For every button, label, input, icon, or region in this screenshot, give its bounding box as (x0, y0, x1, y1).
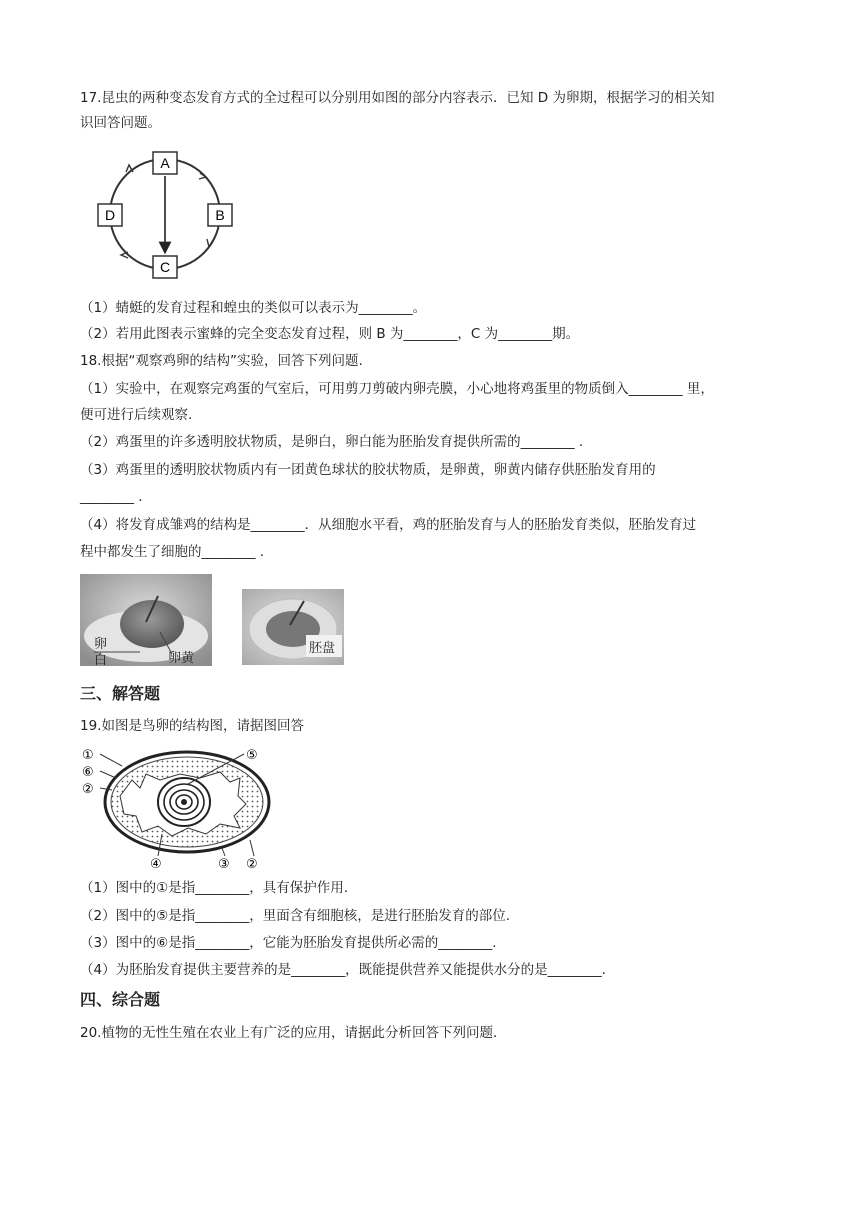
stage-label-b: B (215, 207, 225, 223)
q18-sub1-line1: （1）实验中，在观察完鸡蛋的气室后，可用剪刀剪破内卵壳膜，小心地将鸡蛋里的物质倒入________ 里， (80, 381, 714, 397)
q19-subquestion-4: （4）为胚胎发育提供主要营养的是________，既能提供营养又能提供水分的是________. (80, 962, 606, 978)
bird-egg-structure-diagram (80, 744, 280, 870)
egg-label-3: ③ (218, 857, 230, 870)
germinal-disc-photo (242, 589, 344, 665)
q17-stem-line1: 17.昆虫的两种变态发育方式的全过程可以分别用如图的部分内容表示．已知 D 为卵期，根据学习的相关知 (80, 90, 715, 106)
q17-stem-line2: 识回答问题。 (80, 115, 161, 131)
section-3-title: 三、解答题 (80, 684, 161, 703)
stage-box-a (153, 152, 177, 174)
stage-label-d: D (104, 207, 116, 223)
stage-box-c (153, 256, 177, 278)
egg-white-label-bottom: 白 (94, 653, 108, 666)
q19-stem: 19.如图是鸟卵的结构图，请据图回答 (80, 718, 304, 734)
yolk-label: 卵黄 (168, 651, 195, 666)
q18-sub3-line1: （3）鸡蛋里的透明胶状物质内有一团黄色球状的胶状物质，是卵黄，卵黄内储存供胚胎发育用的 (80, 462, 656, 478)
egg-white-label-top: 卵 (94, 637, 108, 652)
q20-stem: 20.植物的无性生殖在农业上有广泛的应用，请据此分析回答下列问题. (80, 1025, 498, 1041)
q18-sub1-line2: 便可进行后续观察. (80, 407, 193, 423)
egg-label-2-left: ② (82, 782, 94, 797)
stage-box-d (98, 204, 122, 226)
q17-subquestion-1: （1）蜻蜓的发育过程和蝗虫的类似可以表示为________。 (80, 300, 427, 316)
q18-sub4-line2: 程中都发生了细胞的________ . (80, 544, 265, 560)
q18-sub4-line1: （4）将发育成雏鸡的结构是________．从细胞水平看，鸡的胚胎发育与人的胚胎发育类似，胚胎发育过 (80, 517, 697, 533)
q19-subquestion-3: （3）图中的⑥是指________，它能为胚胎发育提供所必需的________. (80, 935, 497, 951)
germinal-disc-label: 胚盘 (309, 641, 336, 656)
egg-label-4: ④ (150, 857, 162, 870)
q18-stem: 18.根据“观察鸡卵的结构”实验，回答下列问题. (80, 353, 363, 369)
q18-sub3-line2: ________ . (80, 489, 143, 505)
egg-label-6: ⑥ (82, 765, 94, 780)
egg-label-5: ⑤ (246, 748, 258, 763)
egg-label-2-right: ② (246, 857, 258, 870)
section-4-title: 四、综合题 (80, 990, 161, 1009)
stage-label-c: C (159, 259, 171, 275)
q19-subquestion-1: （1）图中的①是指________，具有保护作用. (80, 880, 348, 896)
q19-subquestion-2: （2）图中的⑤是指________，里面含有细胞核，是进行胚胎发育的部位. (80, 908, 510, 924)
egg-yolk-photo (80, 574, 212, 666)
insect-metamorphosis-cycle-diagram (88, 148, 248, 280)
stage-label-a: A (160, 155, 170, 171)
egg-label-1: ① (82, 748, 94, 763)
q17-subquestion-2: （2）若用此图表示蜜蜂的完全变态发育过程，则 B 为________，C 为________期。 (80, 326, 580, 342)
q18-subquestion-2: （2）鸡蛋里的许多透明胶状物质，是卵白，卵白能为胚胎发育提供所需的________ . (80, 434, 584, 450)
stage-box-b (208, 204, 232, 226)
